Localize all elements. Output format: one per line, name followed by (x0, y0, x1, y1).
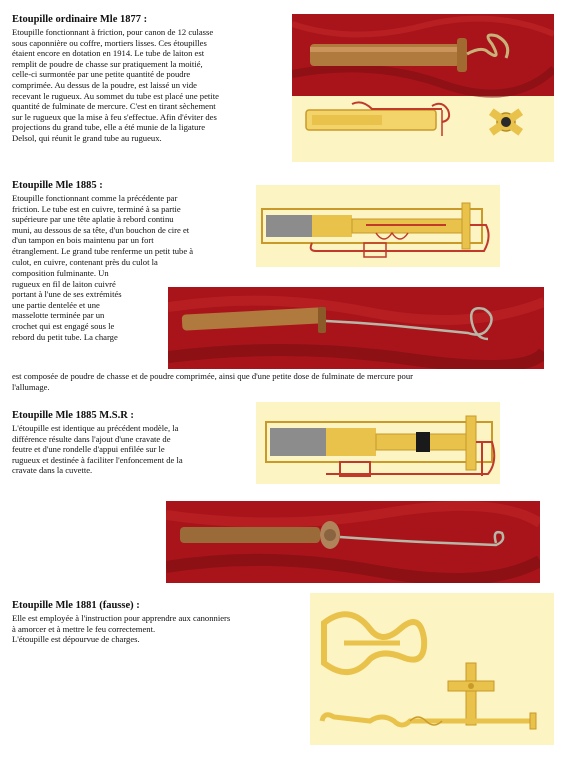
text-line: supérieure par une tête aplatie à rebord continu (12, 214, 174, 225)
text-line: composition fulminante. Un (12, 268, 109, 278)
text-line: comprimée. Au dessus de la poudre, est laissé un vide (12, 79, 197, 90)
text-line: étranglement. Le grand tube renferme un petit tube à (12, 245, 194, 256)
text-line: est composée de poudre de chasse et de poudre comprimée, ainsi que d'une petite dose de fulminate de mercure pour (12, 371, 414, 381)
text-line: Delsol, qui réunit le grand tube au rugueux. (12, 132, 162, 143)
section-4-text (12, 613, 302, 645)
text-line: masselotte terminée par un (12, 310, 105, 321)
etoupille-1885-diagram (256, 185, 500, 267)
text-line: recevant le rugueux. Au sommet du tube est placé une petite (12, 90, 219, 101)
text-line: friction. Le tube est en cuivre, terminé à sa partie (12, 203, 181, 214)
text-line: quantité de fulminate de mercure. C'est en tirant sèchement (12, 101, 216, 112)
text-line: sous caponnière ou coffre, mortiers lisses. Ces étoupilles (12, 37, 207, 48)
text-line: L'étoupille est dépourvue de charges. (12, 634, 140, 645)
text-line: sur le rugueux que la mise à feu s'effectue. Afin d'éviter des (12, 111, 217, 122)
text-line: celle-ci surmontée par une petite quantité de poudre (12, 69, 191, 80)
text-line: rebord du petit tube. La charge (12, 331, 118, 342)
text-line: rugueux et destinée à faciliter l'enfoncement de la (12, 454, 183, 465)
text-line: une partie dentelée et une (12, 299, 100, 310)
etoupille-1881-diagram (310, 593, 554, 745)
text-line: rugueux en fil de laiton cuivré (12, 278, 116, 289)
text-line: Etoupille fonctionnant à friction, pour canon de 12 culasse (12, 27, 214, 37)
text-line: portant à l'une de ses extrémités (12, 289, 122, 300)
etoupille-1885-photo (168, 287, 544, 369)
section-2-text-narrow (12, 268, 162, 342)
text-line: culot, en cuivre, contenant près du culot la (12, 256, 158, 267)
text-line: Elle est employée à l'instruction pour apprendre aux canonniers (12, 613, 231, 623)
etoupille-1885-msr-diagram (256, 402, 500, 484)
text-line: cravate dans la cuvette. (12, 465, 93, 476)
section-1-text (12, 27, 288, 144)
text-line: l'allumage. (12, 381, 50, 392)
text-line: muni, au dessous de sa tête, d'un bouchon de cire et (12, 224, 190, 235)
section-2-title: Etoupille Mle 1885 : (12, 180, 103, 191)
section-2-text-top (12, 193, 248, 267)
text-line: feutre et d'une rondelle d'appui enfilée sur le (12, 444, 165, 455)
section-3-text (12, 423, 246, 476)
section-1-title: Etoupille ordinaire Mle 1877 : (12, 14, 148, 25)
section-3-title: Etoupille Mle 1885 M.S.R : (12, 410, 134, 421)
text-line: projections du grand tube, elle a été munie de la ligature (12, 122, 206, 133)
etoupille-1885-msr-photo (166, 501, 540, 583)
etoupille-1877-figure (292, 14, 554, 162)
text-line: L'étoupille est identique au précédent modèle, la (12, 423, 179, 433)
text-line: Etoupille fonctionnant comme la précédente par (12, 193, 178, 203)
text-line: crochet qui est engagé sous le (12, 320, 115, 331)
text-line: à amorcer et à mettre le feu correctement. (12, 623, 156, 634)
section-4-title: Etoupille Mle 1881 (fausse) : (12, 600, 140, 611)
text-line: remplit de poudre de chasse sur pratiquement la moitié, (12, 58, 203, 69)
text-line: différence résulte dans l'ajout d'une cravate de (12, 433, 171, 444)
text-line: étaient encore en dotation en 1914. Le tube de laiton est (12, 48, 205, 59)
section-2-text-continuation (12, 371, 554, 392)
text-line: d'un tampon en bois maintenu par un fort (12, 235, 154, 246)
